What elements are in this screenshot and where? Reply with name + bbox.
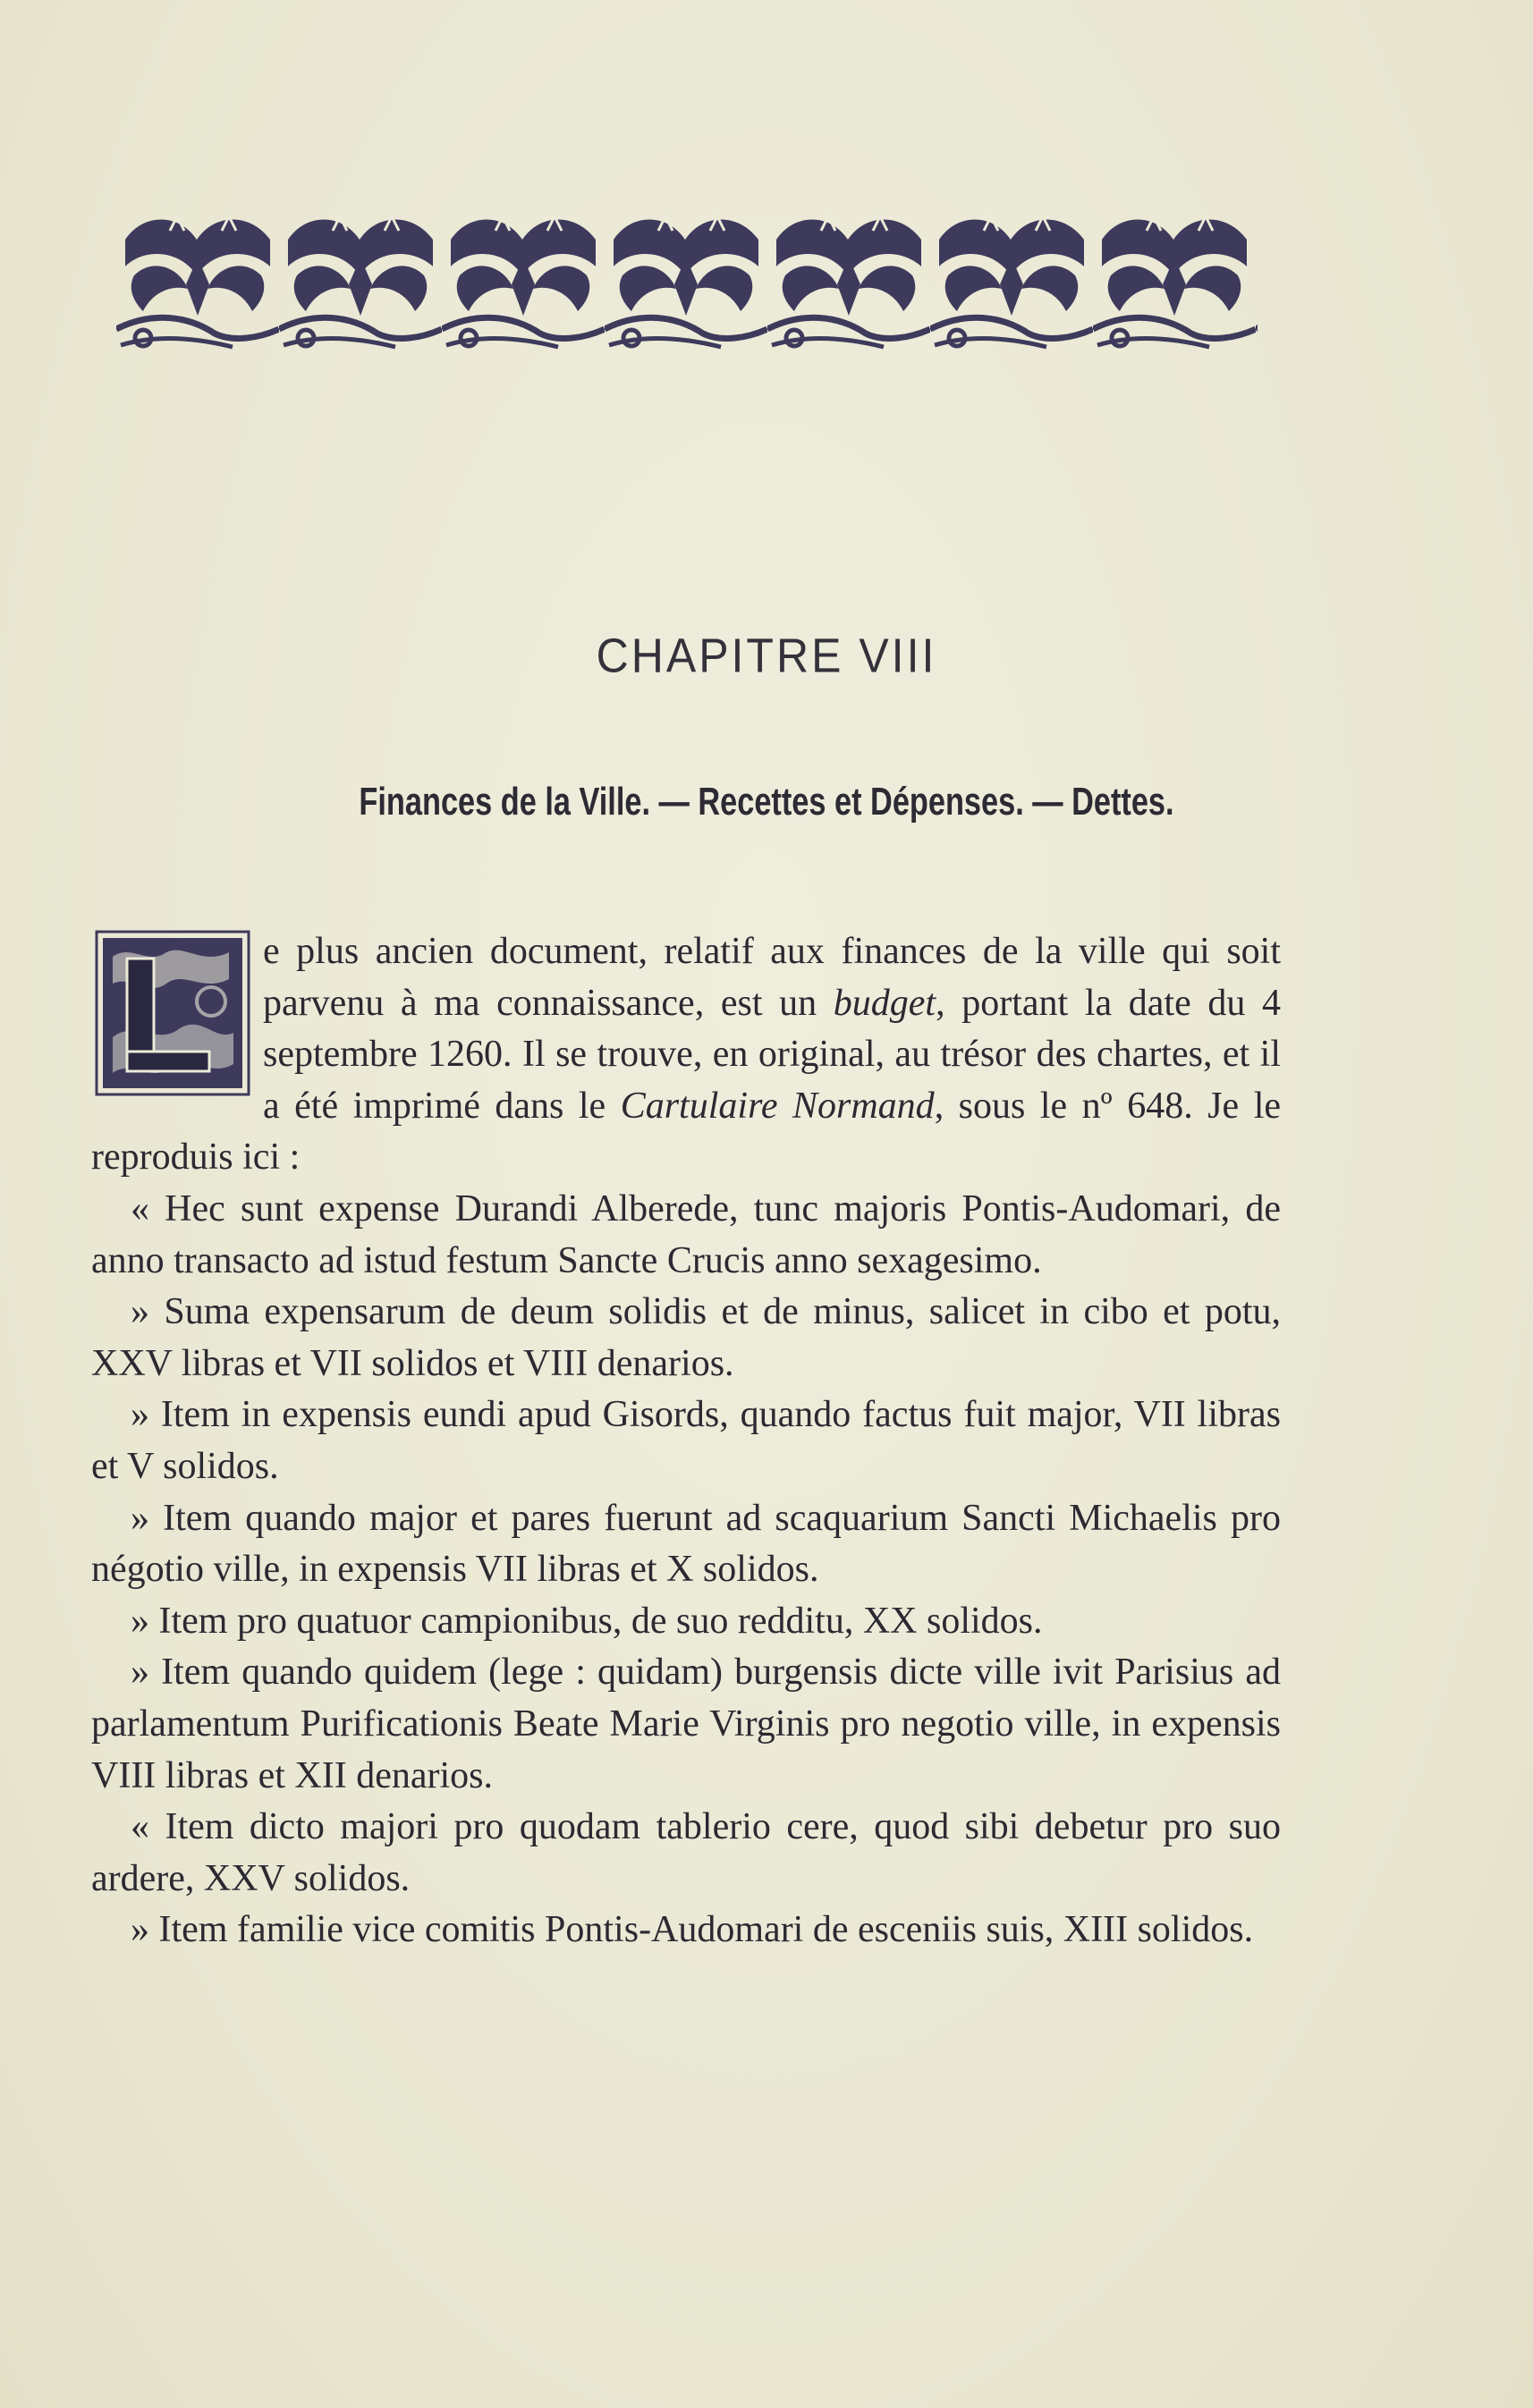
drop-cap-letter bbox=[95, 930, 250, 1096]
paragraph-intro bbox=[91, 926, 1281, 1184]
body-text bbox=[91, 926, 1281, 1956]
ornamental-header-band bbox=[116, 204, 1258, 352]
paragraph-4: » Item in expensis eundi apud Gisords, quando factus fuit major, VII libras et V solidos. bbox=[91, 1394, 1281, 1487]
intro-text-2: , portant la date du 4 septembre 1260. Il se trouve, en original, au trésor des chartes, et il a été imprimé dans le bbox=[263, 982, 1281, 1127]
intro-text-1: e plus ancien document, relatif aux finances de la ville qui soit parvenu à ma connaissance, est un bbox=[263, 931, 1281, 1024]
paragraph-3: » Suma expensarum de deum solidis et de minus, salicet in cibo et potu, XXV libras et VII solidos et VIII denarios. bbox=[91, 1291, 1281, 1384]
intro-text-budget: budget bbox=[833, 982, 936, 1024]
paragraph-5: » Item quando major et pares fuerunt ad scaquarium Sancti Michaelis pro négotio ville, in expensis VII libras et X solidos. bbox=[91, 1497, 1281, 1591]
chapter-subtitle: Finances de la Ville. — Recettes et Dépenses. — Dettes. bbox=[359, 780, 1174, 824]
paragraph-8: « Item dicto majori pro quodam tablerio cere, quod sibi debetur pro suo ardere, XXV solidos. bbox=[91, 1806, 1281, 1899]
intro-text-cartulaire: Cartulaire Normand bbox=[620, 1085, 935, 1127]
intro-text-3: , sous le nº 648. Je le reproduis ici : bbox=[91, 1085, 1281, 1179]
chapter-title: CHAPITRE VIII bbox=[596, 628, 937, 683]
ornamental-initial-icon bbox=[95, 930, 250, 1096]
paragraph-9: » Item familie vice comitis Pontis-Audomari de esceniis suis, XIII solidos. bbox=[131, 1909, 1254, 1951]
paragraph-2: « Hec sunt expense Durandi Alberede, tunc majoris Pontis-Audomari, de anno transacto ad istud festum Sancte Crucis anno sexagesimo. bbox=[91, 1187, 1281, 1281]
paragraph-7: » Item quando quidem (lege : quidam) burgensis dicte ville ivit Parisius ad parlamentum Purificationis Beate Marie Virginis pro negotio ville, in expensis VIII libras et XII denarios. bbox=[91, 1652, 1281, 1796]
paragraph-6: » Item pro quatuor campionibus, de suo redditu, XX solidos. bbox=[131, 1600, 1043, 1642]
